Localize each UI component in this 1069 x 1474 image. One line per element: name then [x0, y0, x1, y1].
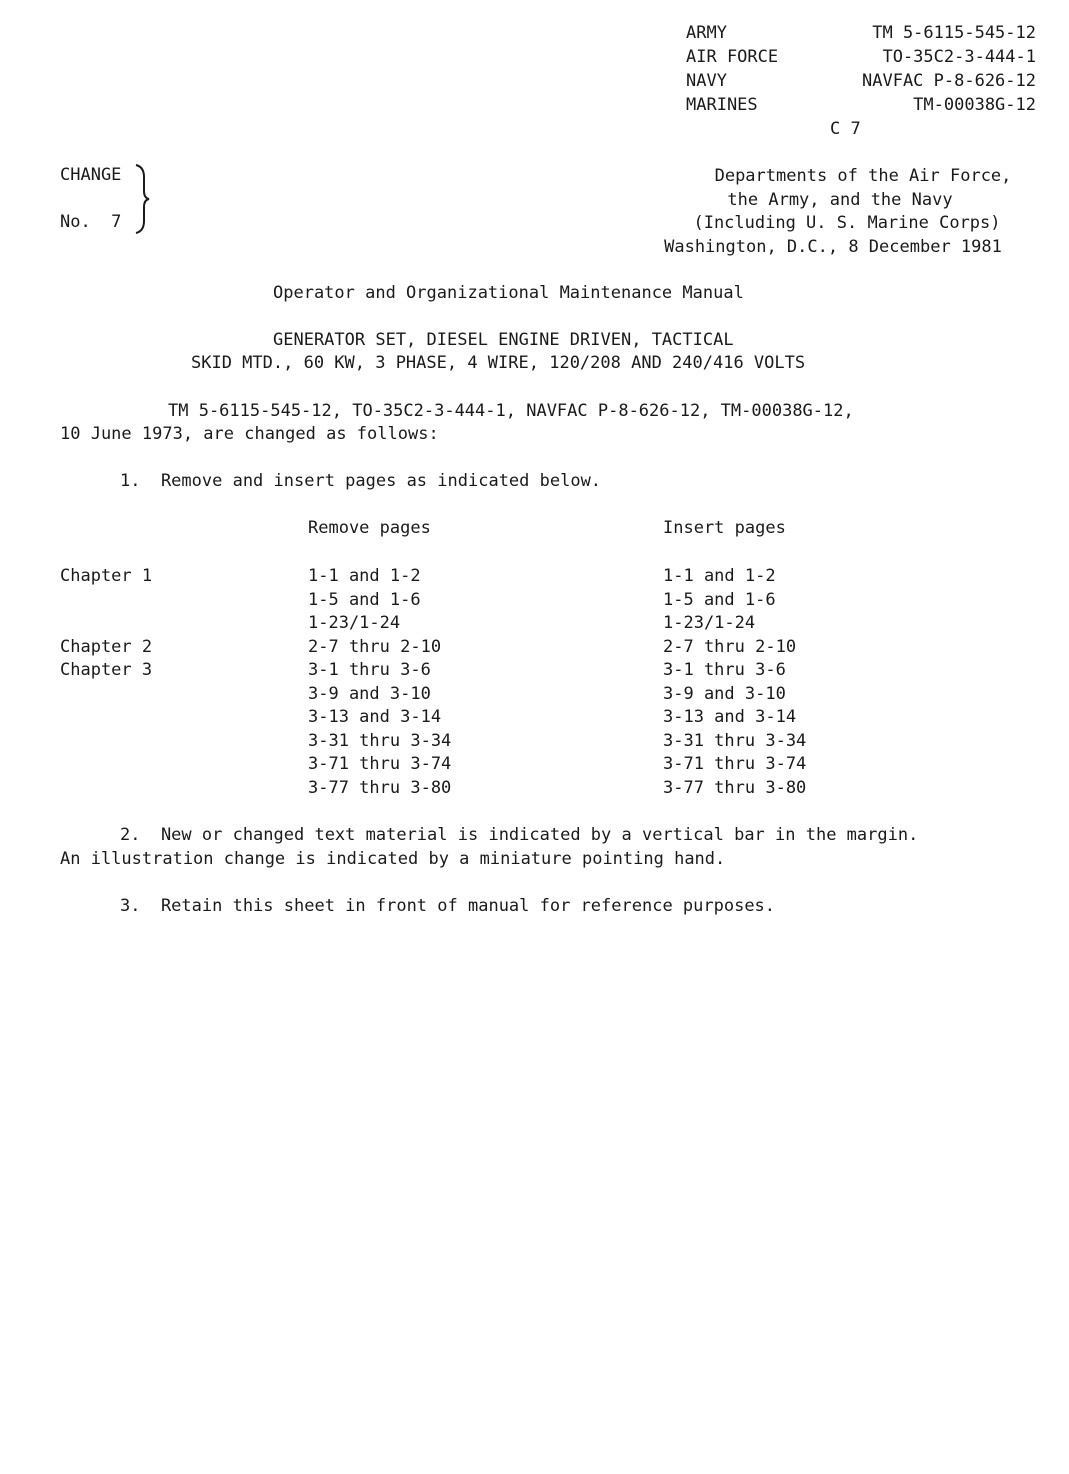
- intro-line2: 10 June 1973, are changed as follows:: [60, 424, 439, 444]
- publication-number: TM-00038G-12: [913, 95, 1036, 115]
- remove-pages-header: Remove pages: [308, 518, 431, 538]
- equipment-title-line2: SKID MTD., 60 KW, 3 PHASE, 4 WIRE, 120/208 AND 240/416 VOLTS: [191, 353, 806, 373]
- remove-cell: 1-5 and 1-6: [308, 589, 421, 610]
- instruction-item-2-line2: An illustration change is indicated by a miniature pointing hand.: [60, 849, 726, 869]
- service-name: MARINES: [686, 95, 758, 115]
- insert-cell: 1-5 and 1-6: [663, 589, 776, 610]
- remove-cell: 3-13 and 3-14: [308, 707, 442, 727]
- instruction-item-2-line1: 2. New or changed text material is indicated by a vertical bar in the margin.: [120, 825, 919, 845]
- remove-cell: 3-71 thru 3-74: [308, 754, 452, 774]
- publication-numbers: [686, 22, 1036, 118]
- insert-cell: 2-7 thru 2-10: [663, 636, 797, 657]
- publication-number: TO-35C2-3-444-1: [882, 47, 1036, 67]
- equipment-title-line1: GENERATOR SET, DIESEL ENGINE DRIVEN, TACTICAL: [273, 330, 734, 350]
- change-brace-icon: [134, 163, 152, 235]
- instruction-item-1: 1. Remove and insert pages as indicated below.: [120, 471, 602, 491]
- remove-cell: 2-7 thru 2-10: [308, 636, 442, 657]
- departments-line: Departments of the Air Force,: [714, 166, 1012, 186]
- departments-line: Washington, D.C., 8 December 1981: [664, 236, 1002, 257]
- publication-number: NAVFAC P-8-626-12: [862, 71, 1036, 91]
- insert-cell: 3-1 thru 3-6: [663, 660, 786, 680]
- chapter-cell: Chapter 1: [60, 566, 153, 586]
- chapter-cell: Chapter 2: [60, 636, 153, 657]
- intro-line1: TM 5-6115-545-12, TO-35C2-3-444-1, NAVFAC P-8-626-12, TM-00038G-12,: [168, 401, 854, 421]
- pages-table: [60, 517, 860, 807]
- departments-block: [623, 165, 1043, 259]
- chapter-cell: Chapter 3: [60, 660, 153, 680]
- remove-cell: 3-77 thru 3-80: [308, 777, 452, 798]
- insert-cell: 3-77 thru 3-80: [663, 777, 807, 798]
- publication-number: TM 5-6115-545-12: [872, 23, 1036, 43]
- insert-cell: 3-31 thru 3-34: [663, 730, 807, 751]
- manual-title: Operator and Organizational Maintenance Manual: [273, 283, 744, 303]
- service-name: AIR FORCE: [686, 47, 779, 67]
- insert-cell: 3-71 thru 3-74: [663, 754, 807, 774]
- remove-cell: 3-9 and 3-10: [308, 683, 431, 704]
- change-number: No. 7: [60, 212, 122, 232]
- change-label: CHANGE: [60, 165, 122, 185]
- instruction-item-3: 3. Retain this sheet in front of manual for reference purposes.: [120, 896, 776, 916]
- change-code: C 7: [830, 119, 861, 139]
- insert-cell: 1-23/1-24: [663, 613, 756, 633]
- remove-cell: 1-1 and 1-2: [308, 566, 421, 586]
- insert-pages-header: Insert pages: [663, 518, 786, 538]
- remove-cell: 1-23/1-24: [308, 613, 401, 633]
- service-name: NAVY: [686, 71, 727, 91]
- departments-line: (Including U. S. Marine Corps): [693, 213, 1001, 233]
- remove-cell: 3-1 thru 3-6: [308, 660, 431, 680]
- departments-line: the Army, and the Navy: [727, 189, 953, 210]
- service-name: ARMY: [686, 23, 727, 43]
- remove-cell: 3-31 thru 3-34: [308, 730, 452, 751]
- insert-cell: 3-13 and 3-14: [663, 707, 797, 727]
- insert-cell: 1-1 and 1-2: [663, 566, 776, 586]
- insert-cell: 3-9 and 3-10: [663, 683, 786, 704]
